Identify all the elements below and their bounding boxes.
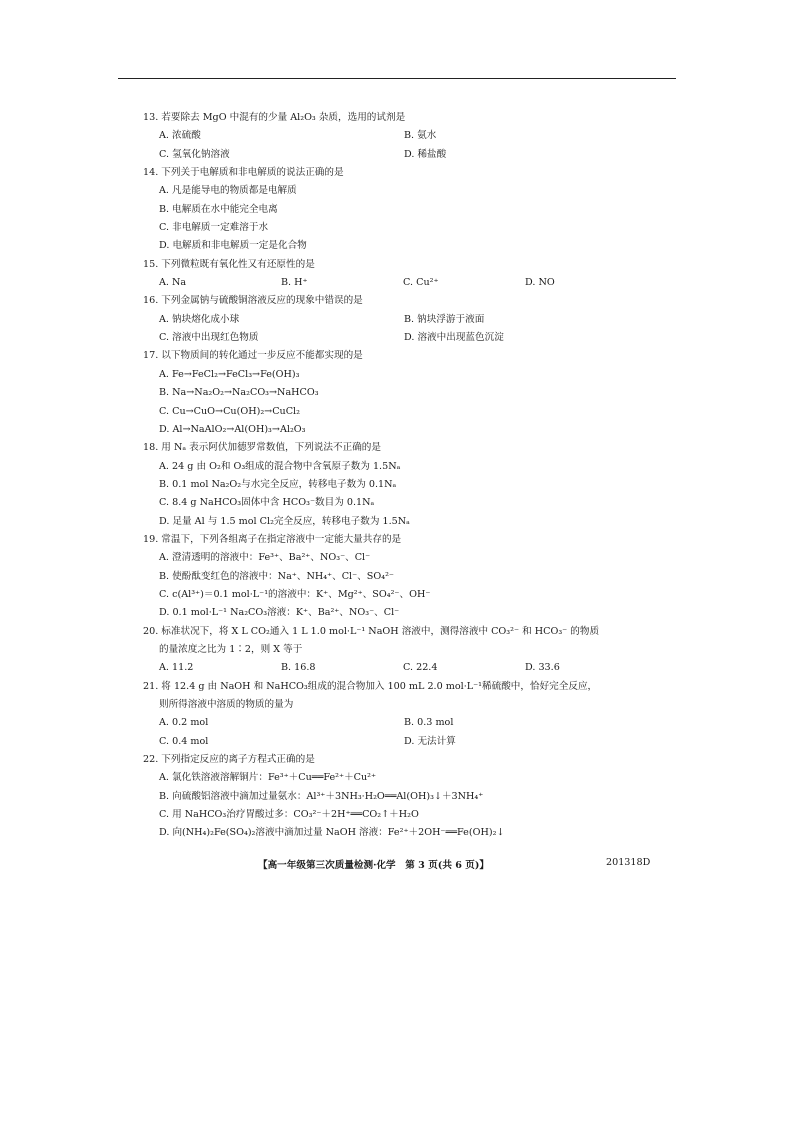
question-20 [143, 623, 703, 678]
question-stem: 17. 以下物质间的转化通过一步反应不能都实现的是 [143, 350, 363, 362]
question-17 [143, 347, 703, 439]
question-stem: 20. 标准状况下，将 X L CO₂通入 1 L 1.0 mol·L⁻¹ NaOH 溶液中，测得溶液中 CO₃²⁻ 和 HCO₃⁻ 的物质 [143, 625, 600, 637]
option-c[interactable]: C. 溶液中出现红色物质 [159, 332, 259, 344]
option-row [143, 311, 703, 329]
option-row [143, 127, 703, 145]
option-row [143, 146, 703, 164]
question-stem-continued: 则所得溶液中溶质的物质的量为 [159, 699, 294, 710]
option-b[interactable]: B. 0.1 mol Na₂O₂与水完全反应，转移电子数为 0.1Nₐ [159, 478, 397, 490]
question-stem: 15. 下列微粒既有氧化性又有还原性的是 [143, 258, 315, 270]
question-stem: 22. 下列指定反应的离子方程式正确的是 [143, 754, 315, 766]
option-a[interactable]: A. Na [159, 277, 187, 289]
question-13 [143, 109, 703, 164]
option-row [143, 329, 703, 347]
question-22 [143, 751, 703, 843]
question-18 [143, 439, 703, 531]
option-a[interactable]: A. Fe→FeCl₂→FeCl₃→Fe(OH)₃ [159, 368, 300, 380]
option-a[interactable]: A. 钠块熔化成小球 [159, 313, 240, 325]
option-c[interactable]: C. Cu²⁺ [403, 277, 439, 289]
option-d[interactable]: D. Al→NaAlO₂→Al(OH)₃→Al₂O₃ [159, 423, 306, 435]
option-d[interactable]: D. 稀盐酸 [404, 148, 447, 160]
option-d[interactable]: D. 无法计算 [404, 735, 456, 747]
option-b[interactable]: B. 钠块浮游于液面 [404, 313, 485, 325]
option-d[interactable]: D. 电解质和非电解质一定是化合物 [159, 240, 307, 252]
option-d[interactable]: D. 溶液中出现蓝色沉淀 [404, 332, 504, 344]
question-14 [143, 164, 703, 256]
option-a[interactable]: A. 0.2 mol [159, 717, 209, 729]
option-a[interactable]: A. 11.2 [159, 662, 194, 674]
footer-page-info: 【高一年级第三次质量检测·化学 第 3 页(共 6 页)】 [258, 860, 490, 871]
option-a[interactable]: A. 氯化铁溶液溶解铜片：Fe³⁺＋Cu══Fe²⁺＋Cu²⁺ [159, 772, 377, 784]
header-rule [118, 78, 676, 79]
question-16 [143, 292, 703, 347]
option-b[interactable]: B. H⁺ [281, 277, 308, 289]
question-stem: 13. 若要除去 MgO 中混有的少量 Al₂O₃ 杂质，选用的试剂是 [143, 112, 406, 123]
question-15 [143, 256, 703, 293]
option-d[interactable]: D. 0.1 mol·L⁻¹ Na₂CO₃溶液：K⁺、Ba²⁺、NO₃⁻、Cl⁻ [159, 607, 400, 619]
option-c[interactable]: C. 用 NaHCO₃治疗胃酸过多：CO₃²⁻＋2H⁺══CO₂↑＋H₂O [159, 809, 419, 821]
question-19 [143, 531, 703, 623]
option-c[interactable]: C. 0.4 mol [159, 735, 209, 747]
option-b[interactable]: B. 0.3 mol [404, 717, 454, 729]
option-b[interactable]: B. 电解质在水中能完全电离 [159, 203, 278, 215]
option-row [143, 714, 703, 732]
option-d[interactable]: D. 33.6 [525, 662, 560, 674]
option-d[interactable]: D. 向(NH₄)₂Fe(SO₄)₂溶液中滴加过量 NaOH 溶液：Fe²⁺＋2OH⁻══Fe(OH)₂↓ [159, 827, 505, 839]
question-stem: 21. 将 12.4 g 由 NaOH 和 NaHCO₃组成的混合物加入 100 mL 2.0 mol·L⁻¹稀硫酸中，恰好完全反应， [143, 680, 598, 692]
option-a[interactable]: A. 凡是能导电的物质都是电解质 [159, 185, 297, 197]
option-b[interactable]: B. 16.8 [281, 662, 316, 674]
question-stem: 18. 用 Nₐ 表示阿伏加德罗常数值，下列说法不正确的是 [143, 442, 381, 454]
option-d[interactable]: D. NO [525, 277, 555, 289]
option-a[interactable]: A. 澄清透明的溶液中：Fe³⁺、Ba²⁺、NO₃⁻、Cl⁻ [159, 552, 371, 564]
option-c[interactable]: C. 氢氧化钠溶液 [159, 148, 230, 160]
option-b[interactable]: B. 使酚酞变红色的溶液中：Na⁺、NH₄⁺、Cl⁻、SO₄²⁻ [159, 570, 394, 582]
option-c[interactable]: C. 非电解质一定难溶于水 [159, 222, 269, 234]
question-21 [143, 678, 703, 751]
option-c[interactable]: C. c(Al³⁺)＝0.1 mol·L⁻¹的溶液中：K⁺、Mg²⁺、SO₄²⁻、OH⁻ [159, 588, 431, 600]
footer-code: 201318D [606, 857, 651, 868]
option-b[interactable]: B. 氨水 [404, 130, 437, 142]
option-c[interactable]: C. 8.4 g NaHCO₃固体中含 HCO₃⁻数目为 0.1Nₐ [159, 497, 375, 509]
option-c[interactable]: C. 22.4 [403, 662, 438, 674]
question-stem: 14. 下列关于电解质和非电解质的说法正确的是 [143, 167, 344, 179]
option-c[interactable]: C. Cu→CuO→Cu(OH)₂→CuCl₂ [159, 405, 300, 417]
question-stem: 16. 下列金属钠与硫酸铜溶液反应的现象中错误的是 [143, 295, 363, 307]
option-b[interactable]: B. Na→Na₂O₂→Na₂CO₃→NaHCO₃ [159, 387, 319, 399]
option-a[interactable]: A. 24 g 由 O₂和 O₃组成的混合物中含氧原子数为 1.5Nₐ [159, 460, 401, 472]
question-stem-continued: 的量浓度之比为 1∶2，则 X 等于 [159, 643, 303, 655]
option-a[interactable]: A. 浓硫酸 [159, 130, 201, 142]
question-list [143, 109, 703, 843]
option-d[interactable]: D. 足量 Al 与 1.5 mol Cl₂完全反应，转移电子数为 1.5Nₐ [159, 515, 410, 527]
option-row [143, 659, 703, 677]
option-row [143, 274, 703, 292]
question-stem: 19. 常温下，下列各组离子在指定溶液中一定能大量共存的是 [143, 533, 402, 545]
option-b[interactable]: B. 向硫酸铝溶液中滴加过量氨水：Al³⁺＋3NH₃·H₂O══Al(OH)₃↓＋3NH₄⁺ [159, 790, 484, 802]
option-row [143, 733, 703, 751]
